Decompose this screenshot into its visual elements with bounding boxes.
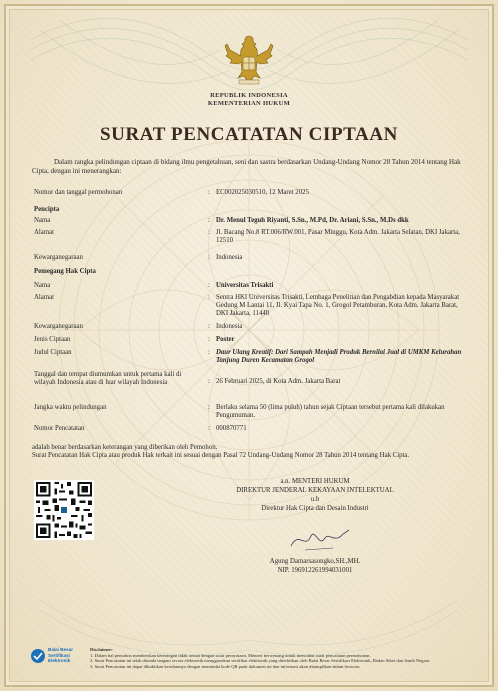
colon: :: [208, 229, 210, 236]
colon: :: [208, 282, 210, 289]
application-label: Nomor dan tanggal permohonan: [34, 189, 123, 196]
colon: :: [208, 189, 210, 196]
colon: :: [208, 336, 210, 343]
colon: :: [208, 254, 210, 261]
work-title-label: Judul Ciptaan: [34, 349, 72, 356]
pencipta-citizenship: Indonesia: [216, 254, 243, 261]
closing-line-1: adalah benar berdasarkan keterangan yang diberikan oleh Pemohon.: [32, 444, 218, 451]
disclaimer-item: 3. Surat Pencatatan ini dapat dibuktikan keasliannya dengan memindai kode QR pada dokumen ini dan informasi akan ditampilkan dalam browser.: [90, 663, 361, 669]
pencipta-name-label: Nama: [34, 217, 51, 224]
signature-director-general: DIREKTUR JENDERAL KEKAYAAN INTELEKTUAL: [236, 487, 394, 494]
pencipta-address-label: Alamat: [34, 229, 55, 236]
pencipta-citizenship-label: Kewarganegaraan: [34, 254, 83, 261]
colon: :: [208, 217, 210, 224]
signature-director: Direktur Hak Cipta dan Desain Industri: [261, 505, 369, 512]
pemegang-address-label: Alamat: [34, 294, 55, 301]
record-number: 000870771: [216, 425, 247, 432]
colon: :: [208, 425, 210, 432]
closing-paragraph: [32, 444, 472, 461]
record-number-label: Nomor Pencatatan: [34, 425, 85, 432]
section-pencipta: Pencipta: [34, 206, 60, 213]
document-title: SURAT PENCATATAN CIPTAAN: [99, 124, 398, 145]
protection-label: Jangka waktu pelindungan: [34, 404, 107, 411]
header-country: REPUBLIK INDONESIA: [210, 92, 288, 99]
disclaimer-item: 2. Surat Pencatatan ini telah ditanda tangani secara elektronik menggunakan sertifikat elektronik yang diterbitkan oleh Balai Besar Sertifikasi Elektronik, Badan Siber dan Sandi Negara.: [90, 658, 431, 664]
pencipta-name: Dr. Menul Teguh Riyanti, S.Sn., M.Pd, Dr. Ariani, S.Sn., M.Ds dkk: [216, 217, 409, 224]
bsre-logo: [30, 646, 88, 666]
bsre-line-3: Elektronik: [48, 658, 71, 664]
qr-code-icon[interactable]: [34, 480, 94, 540]
disclaimer: [90, 647, 470, 669]
colon: :: [208, 404, 210, 411]
disclaimer-heading: Disclaimer:: [90, 647, 113, 652]
signature-an: a.n. MENTERI HUKUM: [280, 478, 350, 485]
garuda-emblem-icon: [224, 32, 274, 88]
pemegang-citizenship: Indonesia: [216, 323, 243, 330]
colon: :: [208, 294, 210, 301]
bsre-logo-icon: [30, 648, 46, 664]
handwritten-signature: [285, 520, 355, 556]
disclaimer-item: 1. Dalam hal pemohon memberikan keterangan tidak sesuai dengan surat pernyataan, Menteri berwenang untuk mencabut surat pencatatan permohonan.: [90, 652, 371, 658]
pemegang-name: Universitas Trisakti: [216, 282, 274, 289]
signature-ub: u.b: [310, 496, 320, 503]
section-pemegang: Pemegang Hak Cipta: [34, 268, 96, 275]
intro-paragraph: Dalam rangka pelindungan ciptaan di bidang ilmu pengetahuan, seni dan sastra berdasarkan Undang-Undang Nomor 28 Tahun 2014 tentang Hak Cipta, dengan ini menerangkan:: [32, 158, 461, 175]
bsre-line-2: Sertifikasi: [48, 652, 70, 658]
publication-label: Tanggal dan tempat diumumkan untuk pertama kali di wilayah Indonesia atau di luar wilayah Indonesia: [34, 371, 182, 387]
colon: :: [208, 349, 210, 356]
publication-value: 26 Februari 2025, di Kota Adm. Jakarta Barat: [216, 378, 341, 385]
signatory-name: Agung Damarsasongko,SH.,MH.: [269, 558, 361, 565]
work-type: Poster: [216, 336, 235, 343]
pemegang-address: Sentra HKI Universitas Trisakti, Lembaga Penelitian dan Pengabdian kepada Masyarakat Gedung M Lantai 11, Jl. Kyai Tapa No. 1, Grogol Petamburan, Kota Adm. Jakarta Barat, DKI Jakarta, 11440: [216, 294, 460, 318]
pencipta-address: Jl. Bacang No.8 RT.006/RW.001, Pasar Minggu, Kota Adm. Jakarta Selatan, DKI Jakarta, 12510: [216, 229, 460, 245]
pemegang-citizenship-label: Kewarganegaraan: [34, 323, 83, 330]
pemegang-name-label: Nama: [34, 282, 51, 289]
protection-value: Berlaku selama 50 (lima puluh) tahun sejak Ciptaan tersebut pertama kali dilakukan Pengumuman.: [216, 404, 445, 420]
signatory-nip: NIP. 196912261994031001: [277, 567, 353, 574]
colon: :: [208, 323, 210, 330]
bsre-line-1: Balai Besar: [48, 647, 74, 652]
closing-line-2: Surat Pencatatan Hak Cipta atau produk Hak terkait ini sesuai dengan Pasal 72 Undang-Undang Nomor 28 Tahun 2014 tentang Hak Cipta.: [32, 452, 410, 460]
work-type-label: Jenis Ciptaan: [34, 336, 71, 343]
application-value: EC002025030510, 12 Maret 2025: [216, 189, 309, 196]
work-title: Daur Ulang Kreatif: Dari Sampah Menjadi Produk Bernilai Jual di UMKM Kelurahan Tanjung Duren Kecamatan Grogol: [216, 349, 462, 365]
colon: :: [208, 378, 210, 385]
header-ministry: KEMENTERIAN HUKUM: [207, 100, 291, 107]
